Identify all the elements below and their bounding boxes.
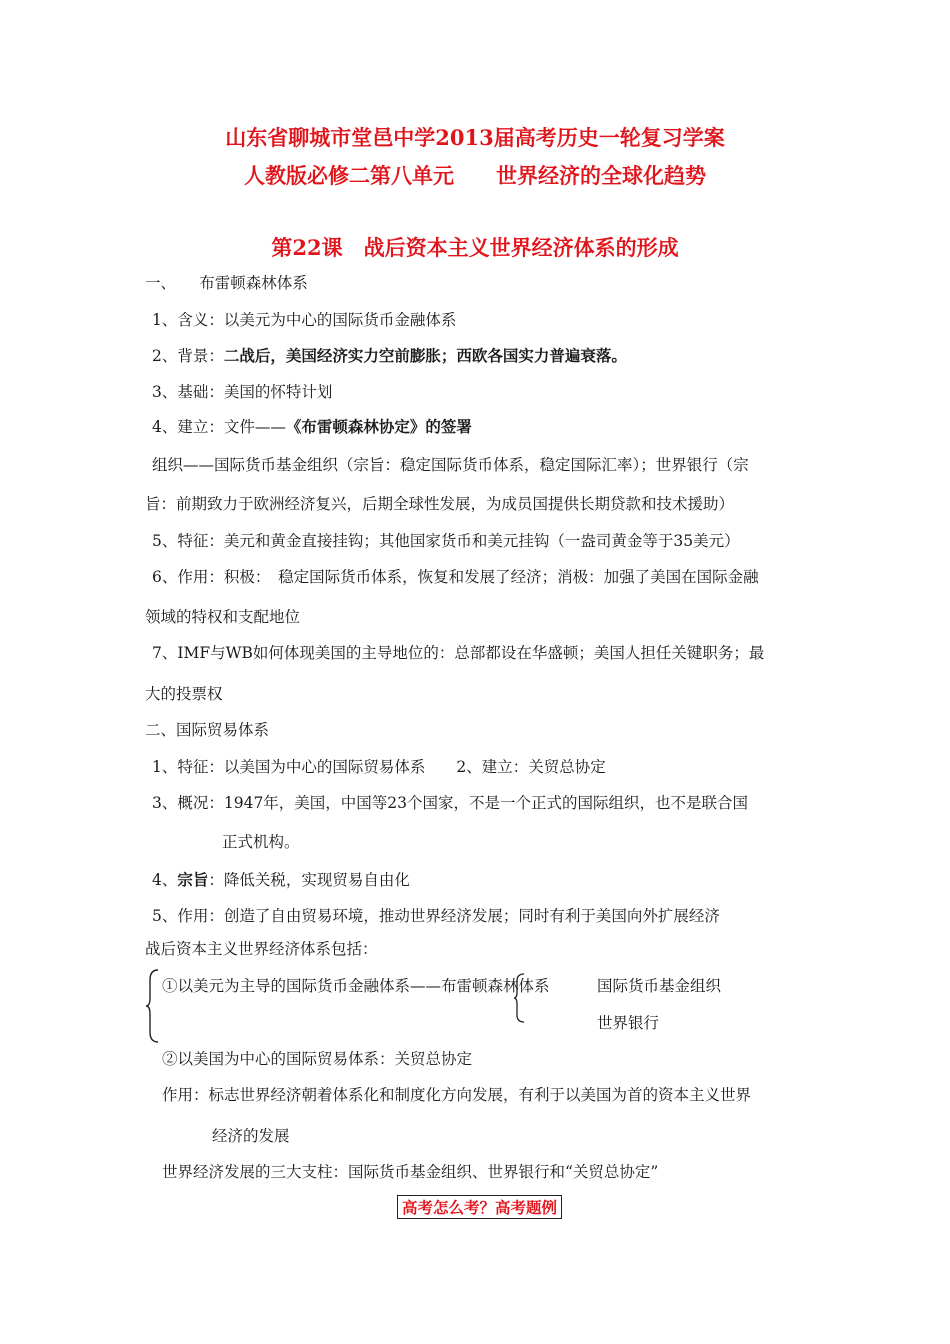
item2-label: 2、背景： [152,347,224,365]
section1-item6-line1: 6、作用：积极： 稳定国际货币体系，恢复和发展了经济；消极：加强了美国在国际金融 [152,568,759,586]
page-title-line1: 山东省聊城市堂邑中学2013届高考历史一轮复习学案 [225,125,725,150]
item4-keyword: 宗旨 [177,870,209,889]
section1-item6-line2: 领域的特权和支配地位 [145,608,301,626]
summary-point2: ②以美国为中心的国际贸易体系：关贸总协定 [162,1050,473,1068]
item4-bold: 《布雷顿森林协定》的签署 [285,417,472,436]
exam-example-box: 高考怎么考？高考题例 [397,1195,562,1219]
section2-heading: 二、国际贸易体系 [145,721,270,739]
sub-brace [514,972,526,1024]
section2-item3-line2: 正式机构。 [222,833,300,851]
item2-bold: 二战后，美国经济实力空前膨胀；西欧各国实力普遍衰落。 [223,346,627,365]
section1-item4 [152,415,472,437]
section2-item4 [152,868,410,890]
org-line1: 组织——国际货币基金组织（宗旨：稳定国际货币体系，稳定国际汇率）；世界银行（宗 [152,456,749,474]
section1-heading: 一、 布雷顿森林体系 [145,274,308,292]
left-brace [146,968,160,1044]
section1-item7-line2: 大的投票权 [145,685,223,703]
summary-effect-line1: 作用：标志世界经济朝着体系化和制度化方向发展，有利于以美国为首的资本主义世界 [162,1086,752,1104]
section1-item2 [152,344,627,366]
section2-item5: 5、作用：创造了自由贸易环境，推动世界经济发展；同时有利于美国向外扩展经济 [152,907,720,925]
summary-sub2: 世界银行 [597,1014,660,1032]
item4-rest: ：降低关税，实现贸易自由化 [208,871,410,889]
section1-item7-line1: 7、IMF与WB如何体现美国的主导地位的：总部都设在华盛顿；美国人担任关键职务；最 [152,644,765,662]
summary-sub1: 国际货币基金组织 [597,977,722,995]
summary-effect-line2: 经济的发展 [212,1127,290,1145]
section1-item5: 5、特征：美元和黄金直接挂钩；其他国家货币和美元挂钩（一盎司黄金等于35美元） [152,532,740,550]
section2-item3-line1: 3、概况：1947年，美国，中国等23个国家，不是一个正式的国际组织，也不是联合国 [152,794,749,812]
item4-label: 4、建立：文件—— [152,418,286,436]
org-line2: 旨：前期致力于欧洲经济复兴，后期全球性发展，为成员国提供长期贷款和技术援助） [145,495,735,513]
section2-item1: 1、特征：以美国为中心的国际贸易体系 2、建立：关贸总协定 [152,758,606,776]
summary-intro: 战后资本主义世界经济体系包括： [145,940,378,958]
item4-prefix: 4、 [152,871,178,889]
section1-item3: 3、基础：美国的怀特计划 [152,383,333,401]
section1-item1: 1、含义：以美元为中心的国际货币金融体系 [152,311,457,329]
page-title-line2: 人教版必修二第八单元 世界经济的全球化趋势 [244,163,706,188]
summary-pillars: 世界经济发展的三大支柱：国际货币基金组织、世界银行和“关贸总协定” [162,1163,659,1181]
summary-point1: ①以美元为主导的国际货币金融体系——布雷顿森林体系 [162,977,550,995]
lesson-title: 第22课 战后资本主义世界经济体系的形成 [271,235,679,260]
